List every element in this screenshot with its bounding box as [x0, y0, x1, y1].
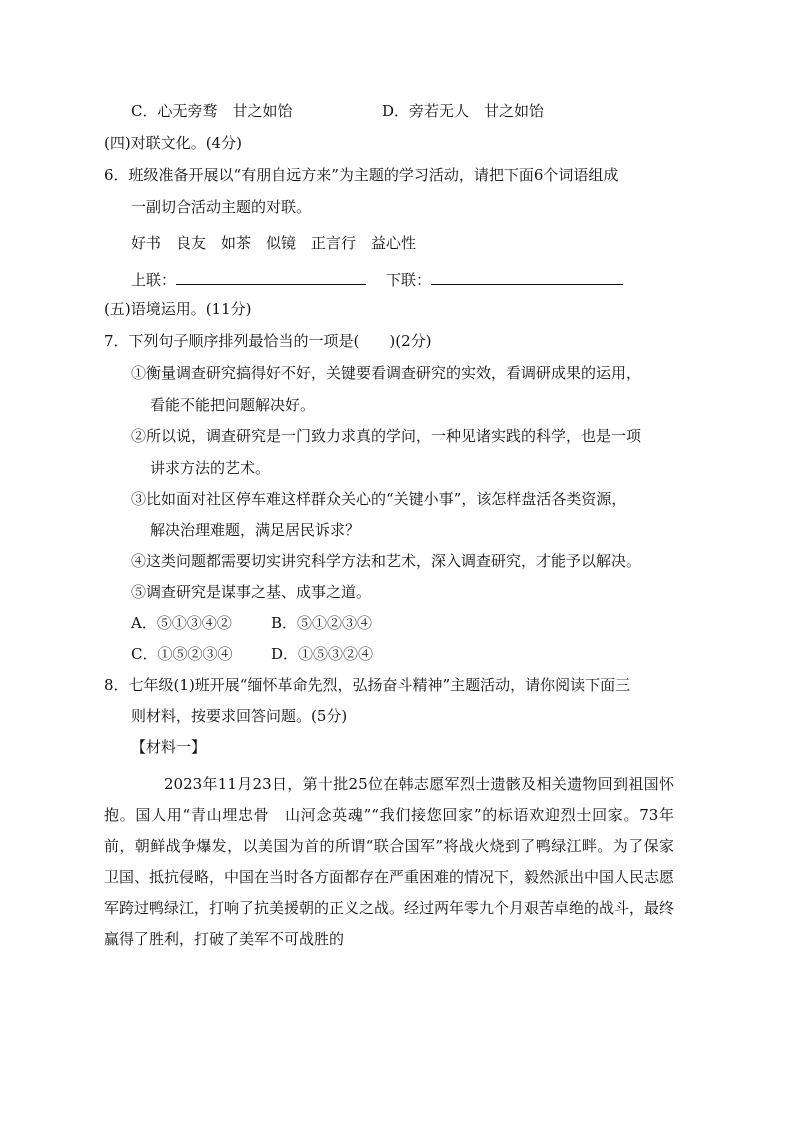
q7-option-a[interactable]: A．⑤①③④②: [131, 614, 232, 632]
q6-stem-line2: 一副切合活动主题的对联。: [131, 198, 312, 216]
q7-option-c[interactable]: C．①⑤②③④: [131, 645, 233, 663]
q7-sentence-1a: ①衡量调查研究搞得好不好，关键要看调查研究的实效，看调研成果的运用，: [131, 364, 642, 382]
q7-sentence-5: ⑤调查研究是谋事之基、成事之道。: [131, 583, 372, 601]
material-one-title: 【材料一】: [131, 738, 207, 756]
upper-couplet-label: 上联：: [131, 271, 177, 289]
q7-sentence-2b: 讲求方法的艺术。: [150, 459, 271, 477]
q6-word-list: 好书 良友 如茶 似镜 正言行 益心性: [131, 234, 417, 252]
section5-heading: (五)语境运用。(11分): [104, 300, 252, 318]
material-one-text: [104, 769, 674, 955]
q7-sentence-4: ④这类问题都需要切实讲究科学方法和艺术，深入调查研究，才能予以解决。: [131, 552, 642, 570]
q6-upper-couplet: [131, 268, 366, 291]
material-one-body: 2023年11月23日，第十批25位在韩志愿军烈士遗骸及相关遗物回到祖国怀抱。国人用“青山埋忠骨 山河念英魂”“我们接您回家”的标语欢迎烈士回家。73年前，朝鲜战争爆发，以美国为首的所谓“联合国军”将战火烧到了鸭绿江畔。为了保家卫国、抵抗侵略，中国在当时各方面都存在严重困难的情况下，毅然派出中国人民志愿军跨过鸭绿江，打响了抗美援朝的正义之战。经过两年零九个月艰苦卓绝的战斗，最终赢得了胜利，打破了美军不可战胜的: [104, 775, 675, 948]
section4-heading: (四)对联文化。(4分): [104, 134, 242, 152]
q6-stem-line1: 6．班级准备开展以“有朋自远方来”为主题的学习活动，请把下面6个词语组成: [104, 166, 619, 184]
q7-option-d[interactable]: D．①⑤③②④: [271, 645, 374, 663]
q7-option-b[interactable]: B．⑤①②③④: [271, 614, 373, 632]
q7-sentence-2a: ②所以说，调查研究是一门致力求真的学问，一种见诸实践的科学，也是一项: [131, 427, 642, 445]
q5-option-d: D．旁若无人 甘之如饴: [382, 102, 545, 120]
q8-stem-line1: 8．七年级(1)班开展“缅怀革命先烈，弘扬奋斗精神”主题活动，请你阅读下面三: [104, 676, 631, 694]
q7-stem: 7．下列句子顺序排列最恰当的一项是( )(2分): [104, 332, 432, 350]
q5-option-c: C．心无旁骛 甘之如饴: [131, 102, 293, 120]
lower-couplet-blank[interactable]: [431, 268, 623, 285]
q7-sentence-3b: 解决治理难题，满足居民诉求？: [150, 521, 361, 539]
upper-couplet-blank[interactable]: [176, 268, 366, 285]
q6-lower-couplet: [386, 268, 623, 291]
q8-stem-line2: 则材料，按要求回答问题。(5分): [131, 707, 348, 725]
q7-sentence-1b: 看能不能把问题解决好。: [150, 396, 316, 414]
lower-couplet-label: 下联：: [386, 271, 432, 289]
q7-sentence-3a: ③比如面对社区停车难这样群众关心的“关键小事”，该怎样盘活各类资源，: [131, 490, 627, 508]
